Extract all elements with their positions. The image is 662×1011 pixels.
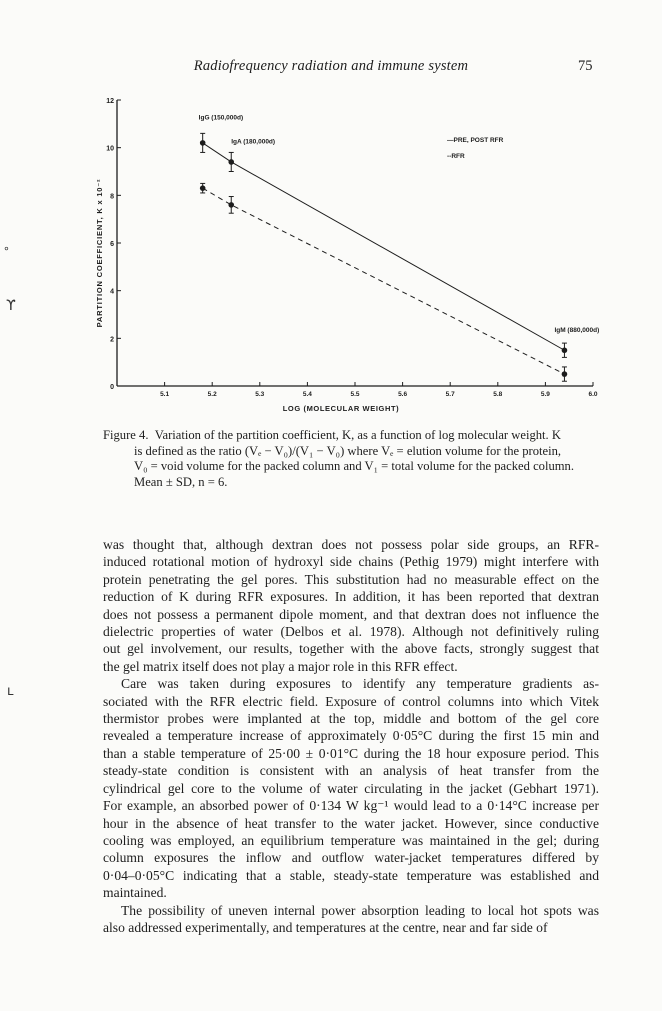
series-line-1 [203, 143, 565, 350]
caption-line-4: Mean ± SD, n = 6. [134, 474, 228, 489]
text-line: For example, an absorbed power of 0·134 W kg⁻¹ would lead to a 0·14°C increase per [103, 798, 599, 814]
text-line: thermistor probes were implanted at the top, middle and bottom of the gel core [103, 711, 599, 727]
x-tick-label: 5.7 [445, 391, 455, 398]
body-text [103, 536, 599, 936]
text-line: also addressed experimentally, and temperatures at the centre, near and far side of [103, 919, 548, 935]
y-tick-label: 10 [106, 145, 114, 153]
legend-entry: --RFR [447, 153, 465, 160]
text-line: steady-state condition is consistent with an analysis of heat transfer from the [103, 763, 599, 779]
text-line: does not possess a permanent dipole moment, and that dextran does not influence the [103, 606, 599, 622]
text-line: hour in the absence of heat transfer to the water jacket. However, since conductive [103, 815, 599, 831]
margin-dot: ∘ [3, 242, 10, 255]
y-tick-label: 0 [110, 384, 114, 391]
y-tick-label: 12 [106, 98, 114, 105]
x-tick-label: 5.6 [398, 391, 408, 398]
point-label: IgM (880,000d) [554, 327, 600, 335]
text-line: reduction of K during RFR exposures. In addition, it has been reported that dextran [103, 589, 599, 605]
figure-caption [103, 428, 599, 490]
data-point [200, 140, 206, 146]
text-line: Care was taken during exposures to identify any temperature gradients as- [121, 676, 599, 692]
data-point [562, 371, 568, 377]
margin-scribble: ϒ [6, 298, 16, 314]
paragraph [103, 675, 599, 901]
x-tick-label: 5.9 [540, 391, 550, 398]
y-tick-label: 4 [110, 288, 114, 296]
text-line: 0·04–0·05°C indicating that a stable, steady-state temperature was established and [103, 867, 599, 883]
text-line: out gel involvement, our results, together with the above facts, strongly suggest that [103, 641, 599, 657]
text-line: maintained. [103, 885, 167, 901]
caption-line-1: Variation of the partition coefficient, K, as a function of log molecular weight. K [154, 428, 561, 442]
text-line: cylindrical gel core to the volume of water circulating in the jacket (Gebhart 1971). [103, 780, 599, 796]
series-line-2 [203, 188, 565, 374]
x-tick-label: 5.3 [255, 391, 265, 398]
text-line: dielectric properties of water (Delbos et al. 1978). Although not definitively ruling [103, 624, 599, 640]
text-line: induced rotational motion of hydroxyl side chains (Pethig 1979) might interfere with [103, 554, 599, 570]
point-label: IgA (180,000d) [231, 138, 276, 146]
margin-scribble-2: ʟ [7, 684, 14, 699]
running-title: Radiofrequency radiation and immune system [193, 58, 469, 74]
caption-label: Figure 4. [103, 428, 149, 442]
x-tick-label: 5.8 [493, 391, 503, 398]
caption-line-3: V₀ = void volume for the packed column and V₁ = total volume for the packed column. [134, 459, 574, 474]
x-tick-label: 6.0 [588, 391, 598, 398]
page-number: 75 [578, 58, 593, 74]
x-tick-label: 5.5 [350, 391, 360, 398]
y-tick-label: 8 [110, 193, 114, 201]
paragraph [103, 902, 599, 937]
text-line: was thought that, although dextran does not possess polar side groups, an RFR- [103, 537, 599, 552]
text-line: than a stable temperature of 25·00 ± 0·01°C during the 18 hour exposure period. This [103, 745, 599, 761]
figure-4-chart [0, 0, 662, 420]
x-tick-label: 5.4 [302, 391, 312, 398]
text-line: sociated with the RFR electric field. Exposure of control columns into which Vitek [103, 693, 599, 709]
caption-line-2: is defined as the ratio (Vₑ − V₀)/(V₁ − V₀) where Vₑ = elution volume for the protein, [134, 443, 562, 458]
text-line: revealed a temperature increase of approximately 0·05°C during the first 15 min and [103, 728, 599, 744]
data-point [200, 185, 206, 191]
data-point [228, 159, 234, 165]
legend-entry: —PRE, POST RFR [447, 137, 504, 144]
y-tick-label: 6 [110, 241, 114, 248]
text-line: protein penetrating the gel pores. This substitution had no measurable effect on the [103, 571, 599, 587]
text-line: column exposures the inflow and outflow water-jacket temperatures differed by [103, 850, 599, 866]
text-line: cooling was employed, an equilibrium temperature was maintained in the gel; during [103, 832, 599, 848]
x-axis-title: LOG (MOLECULAR WEIGHT) [282, 404, 400, 413]
data-point [562, 347, 568, 353]
point-label: IgG (150,000d) [198, 114, 244, 122]
x-tick-label: 5.1 [160, 391, 170, 398]
text-line: the gel matrix itself does not play a major role in this RFR effect. [103, 658, 458, 674]
x-tick-label: 5.2 [207, 391, 217, 398]
data-point [228, 202, 234, 208]
y-tick-label: 2 [110, 336, 114, 344]
y-axis-title: PARTITION COEFFICIENT, K x 10⁻² [95, 178, 104, 328]
text-line: The possibility of uneven internal power absorption leading to local hot spots was [121, 902, 599, 918]
paragraph [103, 536, 599, 675]
